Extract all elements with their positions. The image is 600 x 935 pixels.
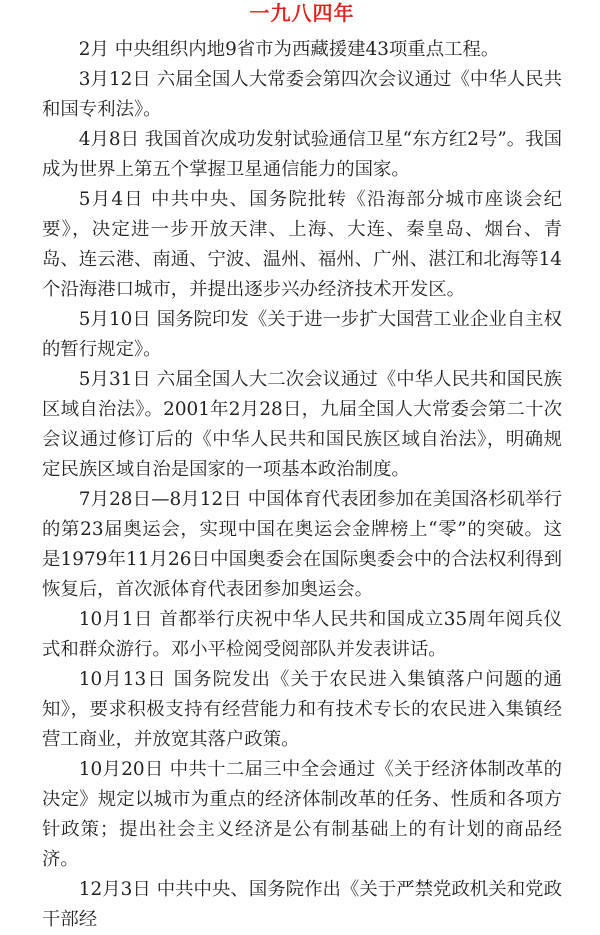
year-heading: 一九八四年 [249,1,355,25]
entry-dec-3: 12月3日 中共中央、国务院作出《关于严禁党政机关和党政干部经 [42,879,562,930]
entry-oct-1: 10月1日 首都举行庆祝中华人民共和国成立35周年阅兵仪式和群众游行。邓小平检阅受阅部队并发表讲话。 [42,609,562,660]
entry-mar-12: 3月12日 六届全国人大常委会第四次会议通过《中华人民共和国专利法》。 [42,69,562,120]
entry-may-31: 5月31日 六届全国人大二次会议通过《中华人民共和国民族区域自治法》。2001年2月28日，九届全国人大常委会第二十次会议通过修订后的《中华人民共和国民族区域自治法》，明确规定民族区域自治是国家的一项基本政治制度。 [42,369,562,480]
entry-oct-13: 10月13日 国务院发出《关于农民进入集镇落户问题的通知》，要求积极支持有经营能力和有技术专长的农民进入集镇经营工商业，并放宽其落户政策。 [42,669,562,750]
document-page [42,0,562,935]
entry-feb: 2月 中央组织内地9省市为西藏援建43项重点工程。 [78,39,500,60]
entry-may-4: 5月4日 中共中央、国务院批转《沿海部分城市座谈会纪要》，决定进一步开放天津、上海、大连、秦皇岛、烟台、青岛、连云港、南通、宁波、温州、福州、广州、湛江和北海等14个沿海港口城市，并提出逐步兴办经济技术开发区。 [42,189,562,300]
entry-apr-8: 4月8日 我国首次成功发射试验通信卫星“东方红2号”。我国成为世界上第五个掌握卫星通信能力的国家。 [42,129,562,180]
entry-may-10: 5月10日 国务院印发《关于进一步扩大国营工业企业自主权的暂行规定》。 [42,309,562,360]
entry-oct-20: 10月20日 中共十二届三中全会通过《关于经济体制改革的决定》规定以城市为重点的经济体制改革的任务、性质和各项方针政策；提出社会主义经济是公有制基础上的有计划的商品经济。 [42,759,562,870]
entry-jul-28: 7月28日—8月12日 中国体育代表团参加在美国洛杉矶举行的第23届奥运会，实现中国在奥运会金牌榜上“零”的突破。这是1979年11月26日中国奥委会在国际奥委会中的合法权利得到恢复后，首次派体育代表团参加奥运会。 [42,489,562,600]
chronology-list [42,35,562,935]
